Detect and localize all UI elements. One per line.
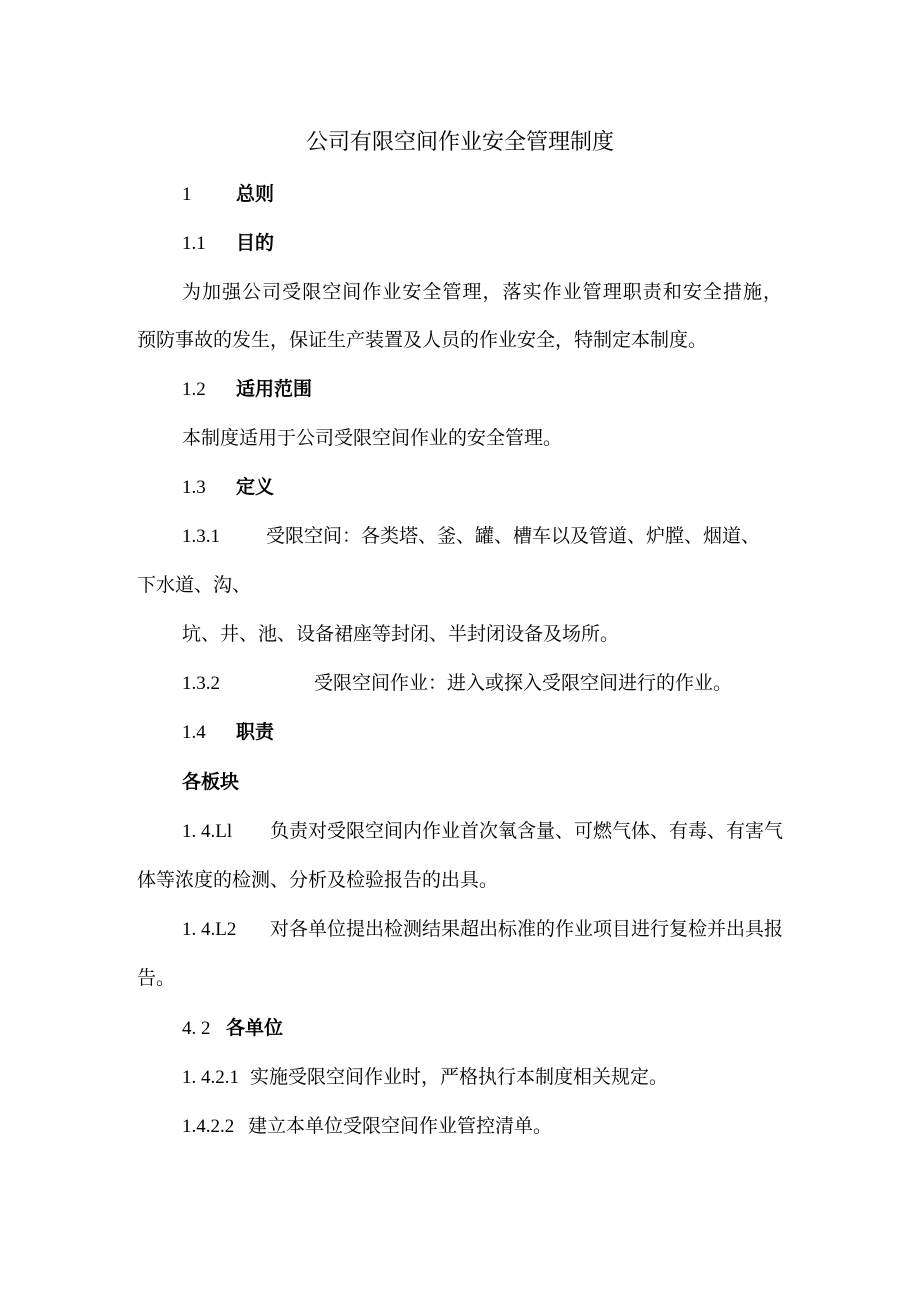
section-heading: 适用范围 bbox=[236, 378, 313, 400]
duty-text: 实施受限空间作业时，严格执行本制度相关规定。 bbox=[250, 1066, 669, 1088]
section-number: 1. 4.2.1 bbox=[182, 1067, 239, 1088]
duty-1-4-2-1 bbox=[182, 1064, 668, 1091]
duty-1-4-l2-line2: 告。 bbox=[137, 967, 176, 989]
section-heading: 总则 bbox=[236, 183, 275, 205]
duty-1-4-l2-line1 bbox=[182, 916, 783, 943]
duty-text: 对各单位提出检测结果超出标准的作业项目进行复检并出具报 bbox=[270, 918, 784, 940]
section-number: 1.4 bbox=[182, 722, 206, 743]
duty-1-4-l1-line1 bbox=[182, 818, 783, 845]
section-1-4 bbox=[182, 719, 274, 746]
section-heading: 目的 bbox=[236, 232, 275, 254]
definition-1-3-2 bbox=[182, 670, 732, 697]
definition-1-3-1-line1 bbox=[182, 523, 760, 550]
purpose-paragraph-line1: 为加强公司受限空间作业安全管理，落实作业管理职责和安全措施， bbox=[182, 281, 782, 303]
section-number: 1.3.2 bbox=[182, 673, 220, 694]
section-1-3 bbox=[182, 474, 274, 501]
duty-text: 建立本单位受限空间作业管控清单。 bbox=[248, 1115, 553, 1137]
section-1-1 bbox=[182, 230, 274, 257]
section-4-2 bbox=[182, 1015, 283, 1042]
duty-1-4-l1-line2: 体等浓度的检测、分析及检验报告的出具。 bbox=[137, 869, 499, 891]
section-number: 1.2 bbox=[182, 379, 206, 400]
section-heading: 定义 bbox=[236, 476, 275, 498]
section-heading: 职责 bbox=[236, 721, 275, 743]
block-heading: 各板块 bbox=[182, 771, 240, 793]
section-number: 1 bbox=[182, 184, 192, 205]
document-title: 公司有限空间作业安全管理制度 bbox=[305, 130, 614, 155]
definition-text: 受限空间：各类塔、釜、罐、槽车以及管道、炉膛、烟道、 bbox=[266, 525, 761, 547]
duty-text: 负责对受限空间内作业首次氧含量、可燃气体、有毒、有害气 bbox=[270, 820, 784, 842]
section-number: 1. 4.Ll bbox=[182, 821, 233, 842]
scope-paragraph: 本制度适用于公司受限空间作业的安全管理。 bbox=[182, 427, 563, 449]
section-number: 1.4.2.2 bbox=[182, 1116, 235, 1137]
purpose-paragraph-line2: 预防事故的发生，保证生产装置及人员的作业安全，特制定本制度。 bbox=[137, 329, 708, 351]
section-number: 1.1 bbox=[182, 233, 206, 254]
section-1-2 bbox=[182, 376, 312, 403]
section-number: 1.3.1 bbox=[182, 526, 220, 547]
section-number: 4. 2 bbox=[182, 1018, 211, 1039]
definition-text: 受限空间作业：进入或探入受限空间进行的作业。 bbox=[314, 672, 733, 694]
section-number: 1. 4.L2 bbox=[182, 919, 237, 940]
definition-1-3-1-line3: 坑、井、池、设备裙座等封闭、半封闭设备及场所。 bbox=[182, 623, 620, 645]
duty-1-4-2-2 bbox=[182, 1113, 552, 1140]
section-number: 1.3 bbox=[182, 477, 206, 498]
section-1 bbox=[182, 181, 274, 208]
definition-1-3-1-line2: 下水道、沟、 bbox=[137, 574, 252, 596]
section-heading: 各单位 bbox=[226, 1017, 284, 1039]
